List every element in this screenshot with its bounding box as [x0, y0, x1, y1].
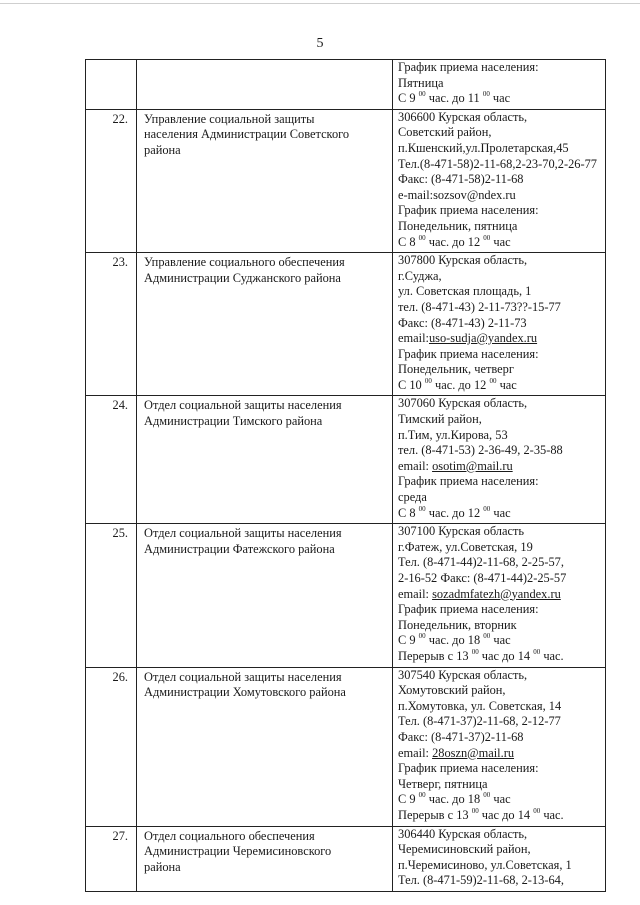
name-line: Администрации Черемисиновского — [144, 844, 332, 859]
address-line — [398, 746, 605, 762]
text-fragment: час. до 12 — [425, 505, 484, 520]
address-line: Хомутовский район, — [398, 683, 506, 698]
address-line: График приема населения: — [398, 60, 539, 74]
text-fragment: час — [490, 234, 511, 249]
text-fragment: С 8 — [398, 505, 419, 520]
email-link[interactable]: 28oszn@mail.ru — [432, 745, 515, 760]
row-number: 24. — [86, 396, 137, 524]
name-line: Управление социальной защиты — [144, 111, 315, 126]
address-line: тел. (8-471-53) 2-36-49, 2-35-88 — [398, 443, 563, 458]
address-line: Черемисиновский район, — [398, 842, 531, 857]
address-line: График приема населения: — [398, 346, 539, 361]
institutions-table — [85, 59, 606, 892]
address-line: Понедельник, четверг — [398, 362, 514, 377]
row-number: 25. — [86, 524, 137, 667]
institution-name — [137, 667, 393, 826]
address-line — [398, 792, 605, 808]
address-line: e-mail:sozsov@ndex.ru — [398, 187, 516, 202]
time-superscript: 00 — [418, 233, 426, 242]
text-fragment: час. — [540, 807, 564, 822]
time-superscript: 00 — [424, 376, 432, 385]
address-line: тел. (8-471-43) 2-11-73??-15-77 — [398, 299, 561, 314]
text-fragment: час. до 18 — [425, 633, 484, 648]
time-superscript: 00 — [483, 233, 491, 242]
time-superscript: 00 — [483, 504, 491, 513]
address-line: среда — [398, 490, 427, 505]
text-fragment: email: — [398, 458, 433, 473]
address-line: п.Тим, ул.Кирова, 53 — [398, 427, 508, 442]
table-row — [86, 60, 606, 110]
email-link[interactable]: uso-sudja@yandex.ru — [428, 331, 538, 346]
text-fragment: С 9 — [398, 792, 419, 807]
address-line: Факс: (8-471-58)2-11-68 — [398, 172, 524, 187]
text-fragment: email: — [398, 586, 433, 601]
address-line: 2-16-52 Факс: (8-471-44)2-25-57 — [398, 571, 567, 585]
time-superscript: 00 — [418, 90, 426, 99]
table-row — [86, 253, 606, 396]
address-line: Тел. (8-471-44)2-11-68, 2-25-57, — [398, 555, 564, 570]
address-line — [398, 506, 605, 522]
text-fragment: С 10 — [398, 377, 425, 392]
table-row — [86, 826, 606, 891]
name-line: Отдел социальной защиты населения — [144, 526, 342, 541]
contact-details — [393, 60, 606, 110]
time-superscript: 00 — [482, 90, 490, 99]
address-line: График приема населения: — [398, 203, 539, 218]
table-row — [86, 667, 606, 826]
top-rule — [0, 3, 640, 4]
text-fragment: С 9 — [398, 633, 419, 648]
text-fragment: час. — [540, 648, 564, 663]
page-number: 5 — [316, 36, 324, 51]
address-line: Понедельник, пятница — [398, 218, 518, 233]
address-line — [398, 235, 605, 251]
name-line: Управление социального обеспечения — [144, 255, 345, 270]
text-fragment: час — [490, 505, 511, 520]
address-line: 307800 Курская область, — [398, 253, 528, 268]
name-line: Администрации Хомутовского района — [144, 685, 346, 700]
time-superscript: 00 — [471, 806, 479, 815]
address-line: Тел. (8-471-37)2-11-68, 2-12-77 — [398, 714, 561, 729]
institution-name — [137, 826, 393, 891]
table-row — [86, 524, 606, 667]
address-line: п.Кшенский,ул.Пролетарская,45 — [398, 140, 569, 155]
time-superscript: 00 — [489, 376, 497, 385]
contact-details — [393, 253, 606, 396]
institution-name — [137, 60, 393, 110]
name-line: Администрации Тимского района — [144, 414, 323, 429]
time-superscript: 00 — [418, 632, 426, 641]
time-superscript: 00 — [418, 504, 426, 513]
contact-details — [393, 396, 606, 524]
text-fragment: email: — [398, 745, 433, 760]
address-line: Тел. (8-471-59)2-11-68, 2-13-64, — [398, 873, 564, 888]
text-fragment: С 8 — [398, 234, 419, 249]
address-line: Тимский район, — [398, 412, 482, 427]
text-fragment: час — [490, 633, 511, 648]
address-line — [398, 459, 605, 475]
text-fragment: Перерыв с 13 — [398, 807, 472, 822]
name-line: Отдел социального обеспечения — [144, 828, 315, 843]
address-line: Факс: (8-471-43) 2-11-73 — [398, 315, 527, 330]
address-line: График приема населения: — [398, 602, 539, 617]
text-fragment: С 9 — [398, 91, 419, 106]
address-line: п.Хомутовка, ул. Советская, 14 — [398, 698, 562, 713]
text-fragment: час — [489, 91, 511, 106]
name-line: населения Администрации Советского — [144, 127, 350, 142]
text-fragment: час. до 18 — [425, 792, 484, 807]
time-superscript: 00 — [533, 806, 541, 815]
name-line: района — [144, 142, 181, 157]
address-line: Понедельник, вторник — [398, 617, 517, 632]
address-line: 307100 Курская область — [398, 524, 525, 539]
row-number: 22. — [86, 109, 137, 252]
table-row — [86, 109, 606, 252]
address-line: 307060 Курская область, — [398, 396, 528, 411]
address-line: График приема населения: — [398, 474, 539, 489]
text-fragment: час до 14 — [478, 648, 534, 663]
name-line: Администрации Суджанского района — [144, 270, 341, 285]
name-line: Администрации Фатежского района — [144, 541, 335, 556]
time-superscript: 00 — [483, 791, 491, 800]
email-link[interactable]: osotim@mail.ru — [432, 458, 513, 473]
address-line: Советский район, — [398, 125, 492, 140]
address-line — [398, 331, 605, 347]
contact-details — [393, 667, 606, 826]
name-line: района — [144, 859, 181, 874]
address-line: 307540 Курская область, — [398, 667, 528, 682]
institution-name — [137, 396, 393, 524]
address-line — [398, 91, 605, 107]
address-line: 306600 Курская область, — [398, 109, 528, 124]
row-number: 26. — [86, 667, 137, 826]
address-line: п.Черемисиново, ул.Советская, 1 — [398, 857, 572, 872]
email-link[interactable]: sozadmfatezh@yandex.ru — [432, 586, 561, 601]
address-line: Тел.(8-471-58)2-11-68,2-23-70,2-26-77 — [398, 156, 597, 171]
address-line: г.Фатеж, ул.Советская, 19 — [398, 539, 533, 554]
institution-name — [137, 524, 393, 667]
row-number — [86, 60, 137, 110]
text-fragment: час — [496, 377, 517, 392]
text-fragment: час — [490, 792, 511, 807]
time-superscript: 00 — [418, 791, 426, 800]
address-line: Пятница — [398, 75, 444, 90]
text-fragment: час. до 11 — [425, 91, 483, 106]
contact-details — [393, 524, 606, 667]
address-line: 306440 Курская область, — [398, 826, 528, 841]
text-fragment: час до 14 — [478, 807, 534, 822]
contact-details — [393, 109, 606, 252]
text-fragment: час. до 12 — [425, 234, 484, 249]
address-line: г.Суджа, — [398, 268, 442, 283]
address-line — [398, 378, 605, 394]
text-fragment: час. до 12 — [431, 377, 490, 392]
institution-name — [137, 253, 393, 396]
table-body — [86, 60, 606, 892]
text-fragment: email: — [398, 331, 429, 346]
name-line: Отдел социальной защиты населения — [144, 398, 342, 413]
time-superscript: 00 — [483, 632, 491, 641]
table-row — [86, 396, 606, 524]
name-line: Отдел социальной защиты населения — [144, 669, 342, 684]
time-superscript: 00 — [471, 647, 479, 656]
time-superscript: 00 — [533, 647, 541, 656]
address-line: График приема населения: — [398, 761, 539, 776]
institution-name — [137, 109, 393, 252]
address-line: Факс: (8-471-37)2-11-68 — [398, 729, 524, 744]
address-line: ул. Советская площадь, 1 — [398, 284, 532, 299]
address-line: Четверг, пятница — [398, 776, 488, 791]
text-fragment: Перерыв с 13 — [398, 648, 472, 663]
contact-details — [393, 826, 606, 891]
address-line — [398, 649, 605, 665]
row-number: 27. — [86, 826, 137, 891]
row-number: 23. — [86, 253, 137, 396]
address-line — [398, 633, 605, 649]
address-line — [398, 587, 605, 603]
address-line — [398, 808, 605, 824]
